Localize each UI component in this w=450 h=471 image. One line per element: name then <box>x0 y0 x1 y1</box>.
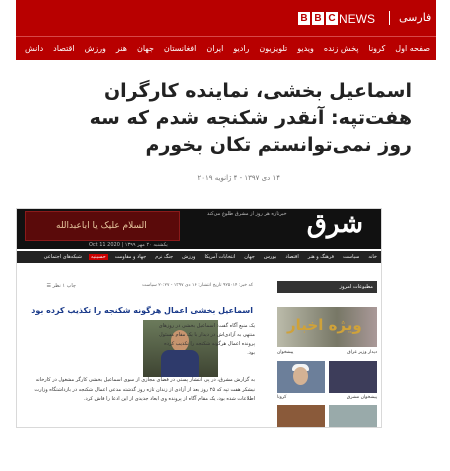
shargh-article-title[interactable]: اسماعیل بخشی اعمال هرگونه شکنجه را تکذیب کرده بود <box>31 306 253 315</box>
sidebar-captions <box>277 395 377 400</box>
divider <box>389 11 390 25</box>
nav-item[interactable]: افغانستان <box>163 44 197 53</box>
sidebar-caption[interactable]: دیدار وزیر عراق <box>347 350 377 355</box>
nav-item[interactable]: اقتصاد <box>53 44 75 53</box>
nav-item[interactable]: پخش زنده <box>323 44 359 53</box>
sidebar-caption[interactable]: پیشخوان <box>277 350 294 355</box>
sidebar-caption[interactable]: پیشخوان مشرق <box>346 395 377 400</box>
nav-item[interactable]: اقتصاد <box>285 254 299 260</box>
bbc-logo-letter: B <box>298 12 310 25</box>
bbc-logo-letter: B <box>312 12 324 25</box>
bbc-nav <box>16 36 436 60</box>
bbc-news-label: NEWS <box>339 12 375 26</box>
sidebar-caption[interactable]: کرونا <box>277 395 287 400</box>
nav-item[interactable]: هنر <box>115 44 127 53</box>
nav-item[interactable]: کرونا <box>368 44 386 53</box>
nav-item[interactable]: جهان <box>136 44 154 53</box>
article-tools[interactable]: چاپ ۱ نظر ☰ <box>46 283 76 289</box>
nav-item-active[interactable]: حسینیه <box>90 254 106 260</box>
sidebar-image[interactable] <box>277 307 377 347</box>
nav-item[interactable]: دانش <box>24 44 44 53</box>
nav-item[interactable]: تلویزیون <box>259 44 288 53</box>
nav-item[interactable]: رادیو <box>233 44 250 53</box>
article-lead: یک منبع آگاه گفت: اسماعیل بخشی در روزهای منتهی به آزادی‌اش در دیدار با یک مقام مسئول پرونده اعمال هرگونه شکنجه را تکذیب کرده بود. <box>158 323 255 356</box>
sidebar <box>273 281 381 427</box>
banner-image <box>25 211 180 241</box>
article-headline: اسماعیل بخشی، نماینده کارگران هفت‌تپه: آنقدر شکنجه شدم که سه روز نمی‌توانستم تکان بخورم <box>89 80 412 156</box>
nav-item[interactable]: شبکه‌های اجتماعی <box>43 254 82 260</box>
site-logo[interactable]: شرق <box>306 209 363 239</box>
nav-item[interactable]: خانه <box>368 254 377 260</box>
nav-item[interactable]: ورزش <box>182 254 196 260</box>
nav-item[interactable]: صفحه اول <box>395 44 430 53</box>
bbc-header <box>16 0 436 36</box>
article-date: ۱۴ دی ۱۳۹۷ - ۴ ژانویه ۲۰۱۹ <box>197 174 280 182</box>
nav-item[interactable]: جهاد و مقاومت <box>114 254 147 260</box>
banner-text: السلام علیک یا اباعبدالله <box>56 221 147 231</box>
language-label[interactable]: فارسی <box>399 11 432 24</box>
nav-item[interactable]: بورس <box>263 254 277 260</box>
article-meta: کد خبر: ۹۲۵۰۱۴ تاریخ انتشار: ۱۶ دی ۱۳۹۷ - ۲۰:۲۷ سیاست <box>142 283 253 288</box>
sidebar-image-text: ویژه اخبار <box>287 316 362 334</box>
nav-item[interactable]: فرهنگ و هنر <box>307 254 334 260</box>
site-tagline: خبرتازه هر روز از مشرق طلوع می‌کند <box>207 211 287 217</box>
sidebar-thumbnail[interactable] <box>329 361 377 393</box>
nav-item[interactable]: انتخابات آمریکا <box>204 254 236 260</box>
sidebar-captions <box>277 350 377 355</box>
face <box>293 367 308 385</box>
nav-item[interactable]: ورزش <box>84 44 106 53</box>
nav-item[interactable]: ایران <box>206 44 224 53</box>
bbc-logo-letter: C <box>326 12 338 25</box>
article-body: به گزارش مشرق، در پی انتشار پستی در فضای مجازی از سوی اسماعیل بخشی کارگر مشغول در کارخانه نیشکر هفت تپه که ۲۵ روز بعد از آزادی از زندان تازه روز گذشته مدعی اعمال شکنجه در بازداشتگاه وزارت اطلاعات شده بود، یک مقام آگاه از پرونده وی ابعاد جدیدی از این ادعا را فاش کرد. <box>34 377 255 402</box>
nav-item[interactable]: جنگ نرم <box>155 254 174 260</box>
nav-item[interactable]: سیاست <box>342 254 360 260</box>
sidebar-thumbnail[interactable] <box>277 405 325 427</box>
embedded-screenshot <box>16 208 382 428</box>
shargh-nav <box>17 251 382 263</box>
nav-item[interactable]: جهان <box>244 254 255 260</box>
sidebar-thumbnail[interactable] <box>329 405 377 427</box>
sidebar-header: مطبوعات امروز <box>277 281 377 293</box>
shargh-header <box>17 209 382 249</box>
bbc-logo[interactable] <box>298 12 338 25</box>
sidebar-thumbnail[interactable] <box>277 361 325 393</box>
nav-item[interactable]: ویدیو <box>297 44 314 53</box>
site-dateline: Oct 11 2020 | یکشنبه ۲۰ مهر ۱۳۹۹ <box>89 242 168 248</box>
